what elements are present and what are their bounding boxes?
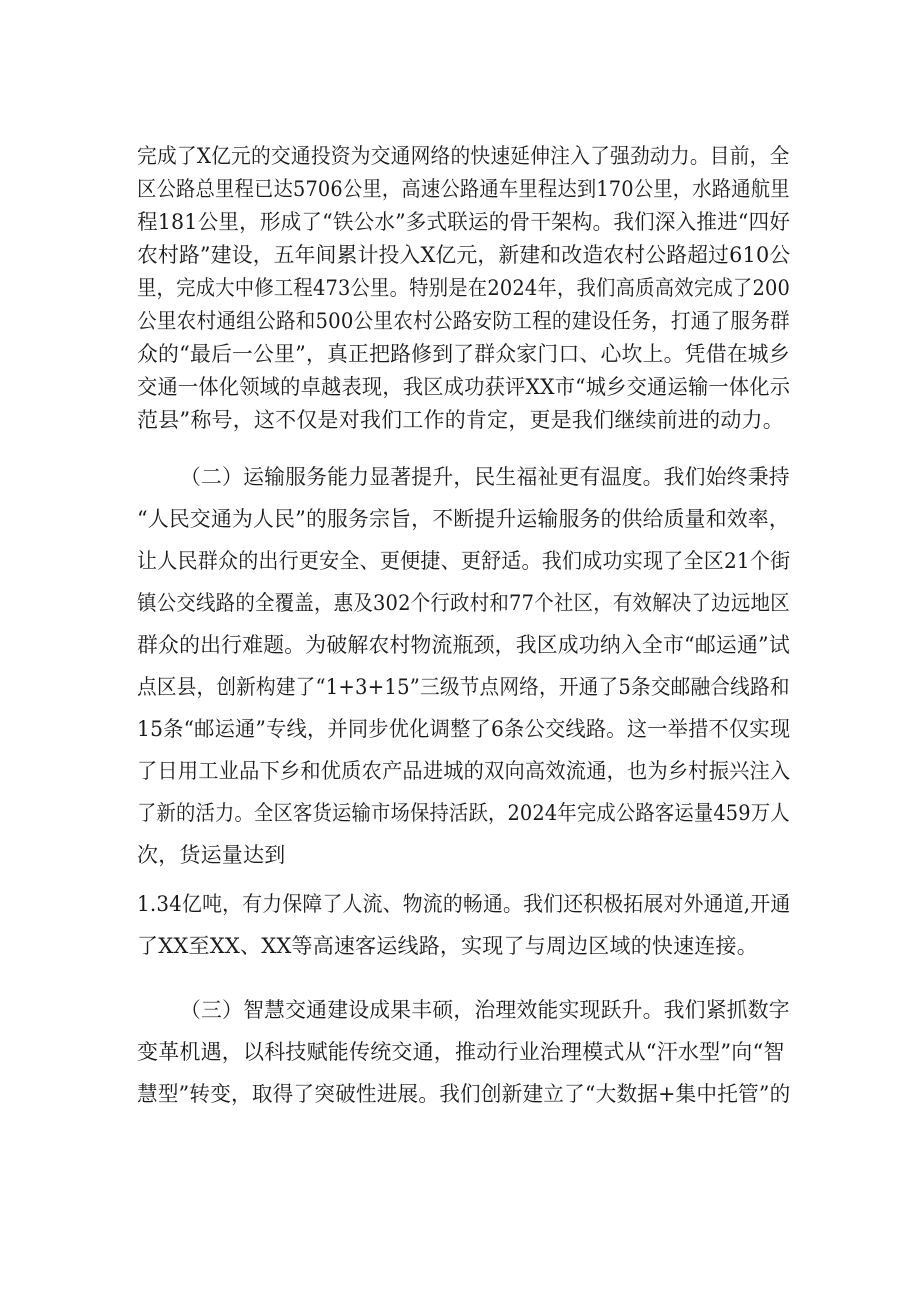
text-line: 15条“邮运通”专线，并同步优化调整了6条公交线路。这一举措不仅实现 bbox=[137, 717, 791, 741]
text-line: 交通一体化领域的卓越表现，我区成功获评XX市“城乡交通运输一体化示 bbox=[137, 375, 791, 399]
text-line: 农村路”建设，五年间累计投入X亿元，新建和改造农村公路超过610公 bbox=[137, 243, 791, 267]
text-line: 变革机遇，以科技赋能传统交通，推动行业治理模式从“汗水型”向“智 bbox=[137, 1040, 785, 1064]
text-line: 完成了X亿元的交通投资为交通网络的快速延伸注入了强劲动力。目前，全 bbox=[137, 144, 790, 168]
text-line: 群众的出行难题。为破解农村物流瓶颈，我区成功纳入全市“邮运通”试 bbox=[137, 633, 790, 657]
text-line: “人民交通为人民”的服务宗旨，不断提升运输服务的供给质量和效率， bbox=[137, 507, 790, 531]
text-line: 点区县，创新构建了“1+3+15”三级节点网络，开通了5条交邮融合线路和 bbox=[137, 675, 790, 699]
text-line: 里，完成大中修工程473公里。特别是在2024年，我们高质高效完成了200 bbox=[137, 276, 791, 300]
text-line: 区公路总里程已达5706公里，高速公路通车里程达到170公里，水路通航里 bbox=[137, 177, 790, 201]
text-line: 让人民群众的出行更安全、更便捷、更舒适。我们成功实现了全区21个街 bbox=[137, 549, 791, 573]
section-heading-line: （三）智慧交通建设成果丰硕，治理效能实现跃升。我们紧抓数字 bbox=[180, 998, 790, 1022]
text-line: 众的“最后一公里”，真正把路修到了群众家门口、心坎上。凭借在城乡 bbox=[137, 342, 790, 366]
text-line: 慧型”转变，取得了突破性进展。我们创新建立了“大数据+集中托管”的 bbox=[137, 1082, 791, 1106]
text-line: 了新的活力。全区客货运输市场保持活跃，2024年完成公路客运量459万人 bbox=[137, 801, 790, 825]
text-line: 1.34亿吨，有力保障了人流、物流的畅通。我们还积极拓展对外通道,开通 bbox=[137, 892, 791, 916]
text-line: 范县”称号，这不仅是对我们工作的肯定，更是我们继续前进的动力。 bbox=[137, 408, 784, 432]
text-line: 公里农村通组公路和500公里农村公路安防工程的建设任务，打通了服务群 bbox=[137, 309, 790, 333]
text-line: 次，货运量达到 bbox=[137, 843, 286, 867]
text-line: 程181公里，形成了“铁公水”多式联运的骨干架构。我们深入推进“四好 bbox=[137, 210, 791, 234]
section-heading-line: （二）运输服务能力显著提升，民生福祉更有温度。我们始终秉持 bbox=[180, 465, 790, 489]
text-line: 了XX至XX、XX等高速客运线路，实现了与周边区域的快速连接。 bbox=[137, 934, 758, 958]
text-line: 了日用工业品下乡和优质农产品进城的双向高效流通，也为乡村振兴注入 bbox=[137, 759, 791, 783]
text-line: 镇公交线路的全覆盖，惠及302个行政村和77个社区，有效解决了边远地区 bbox=[137, 591, 790, 615]
